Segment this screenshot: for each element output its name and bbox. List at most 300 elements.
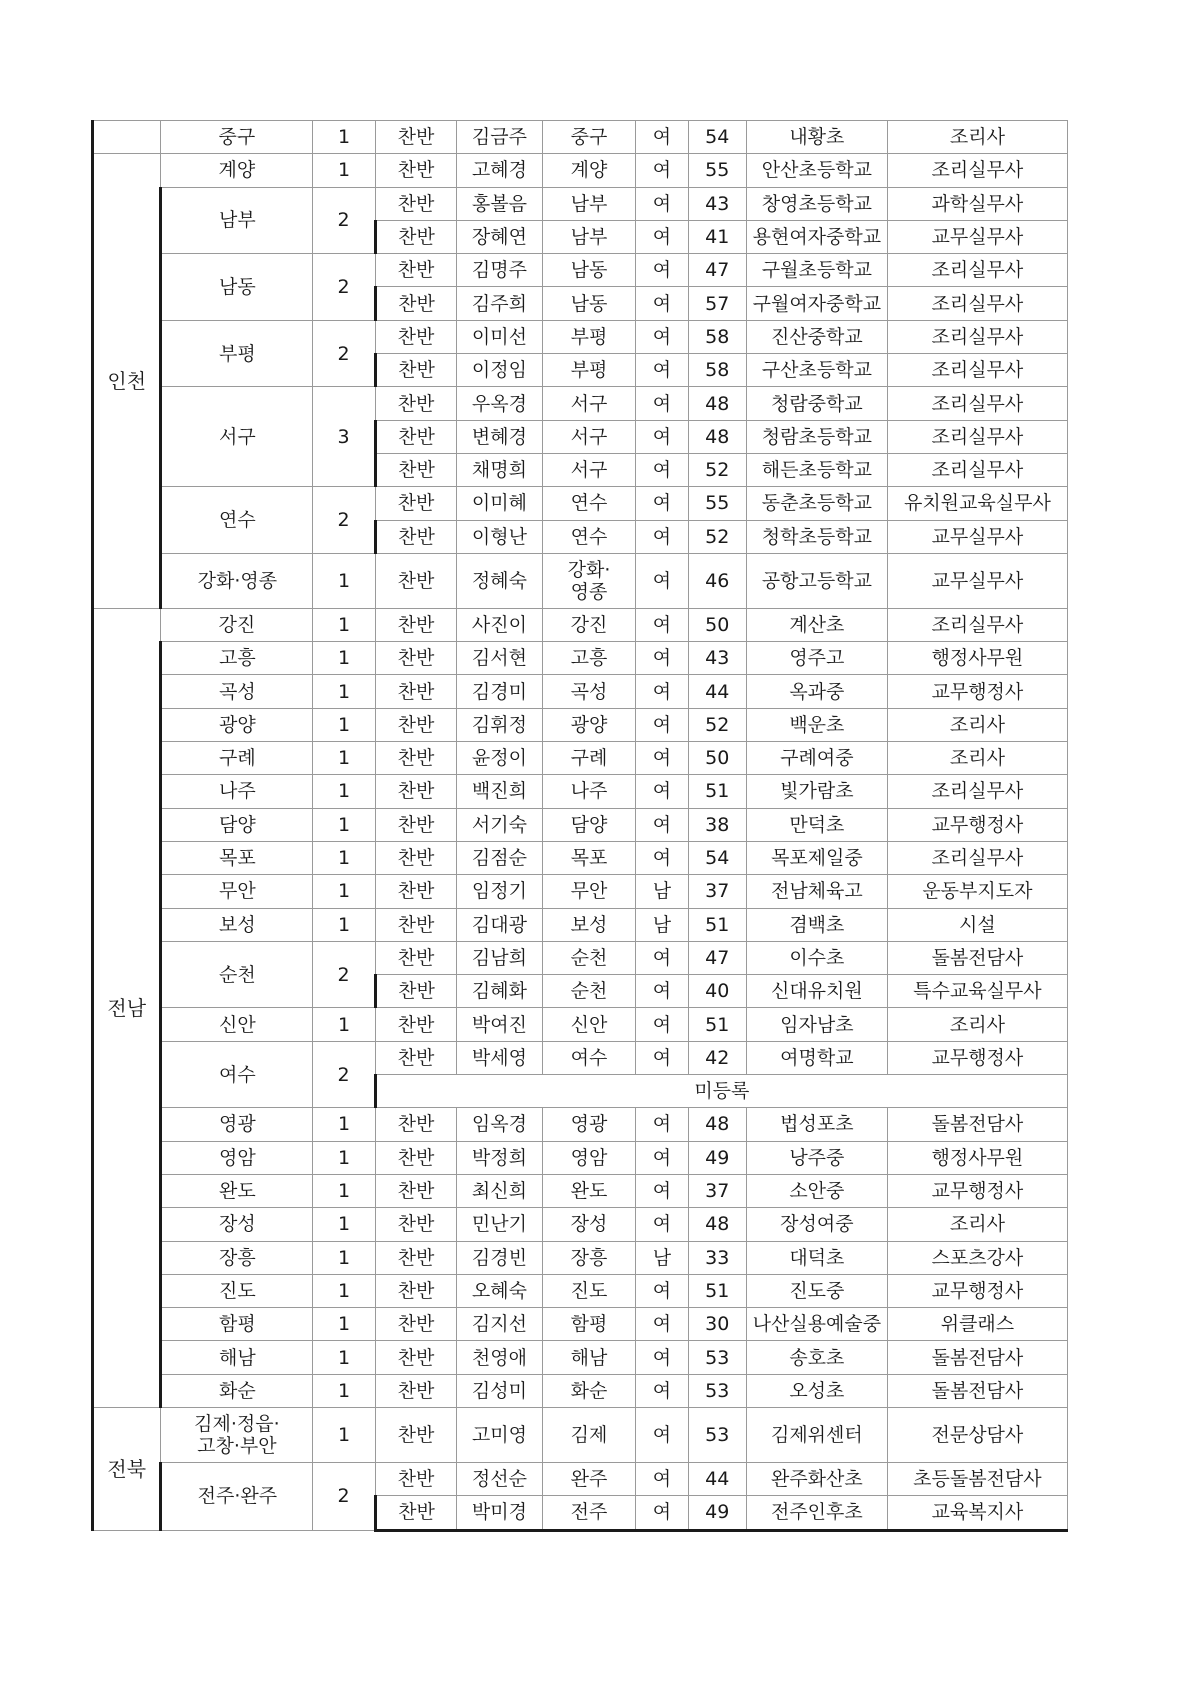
seat-count-cell: 2: [313, 1462, 375, 1530]
vote-type-cell: 찬반: [375, 608, 457, 641]
gender-cell: 여: [636, 1374, 688, 1407]
table-row: [93, 608, 1068, 641]
job-title-cell: 초등돌봄전담사: [887, 1462, 1067, 1495]
school-cell: 법성포초: [746, 1108, 887, 1141]
district-cell: 곡성: [161, 675, 313, 708]
seat-count-cell: 1: [313, 608, 375, 641]
seat-count-cell: 2: [313, 941, 375, 1008]
school-cell: 해든초등학교: [746, 453, 887, 486]
school-cell: 청람중학교: [746, 387, 887, 420]
seat-count-cell: 1: [313, 121, 375, 154]
vote-type-cell: 찬반: [375, 941, 457, 974]
district-cell: 담양: [161, 808, 313, 841]
age-cell: 48: [688, 1108, 746, 1141]
school-cell: 겸백초: [746, 908, 887, 941]
gender-cell: 여: [636, 520, 688, 553]
vote-type-cell: 찬반: [375, 1141, 457, 1174]
age-cell: 48: [688, 1208, 746, 1241]
table-row: [93, 841, 1068, 874]
age-cell: 52: [688, 520, 746, 553]
school-cell: 창영초등학교: [746, 187, 887, 220]
region-cell: 전남: [93, 608, 161, 1407]
district-cell: 김제·정읍· 고창·부안: [161, 1407, 313, 1462]
district-cell: 강화·영종: [161, 553, 313, 608]
region-cell: 전북: [93, 1407, 161, 1530]
age-cell: 51: [688, 775, 746, 808]
table-row: [93, 387, 1068, 420]
job-title-cell: 특수교육실무사: [887, 975, 1067, 1008]
gender-cell: 여: [636, 420, 688, 453]
school-cell: 안산초등학교: [746, 154, 887, 187]
affiliation-cell: 영광: [542, 1108, 636, 1141]
gender-cell: 여: [636, 1407, 688, 1462]
name-cell: 최신희: [457, 1174, 543, 1207]
affiliation-cell: 연수: [542, 520, 636, 553]
age-cell: 50: [688, 608, 746, 641]
vote-type-cell: 찬반: [375, 675, 457, 708]
vote-type-cell: 찬반: [375, 187, 457, 220]
affiliation-cell: 부평: [542, 354, 636, 387]
affiliation-cell: 진도: [542, 1274, 636, 1307]
age-cell: 51: [688, 1008, 746, 1041]
vote-type-cell: 찬반: [375, 1241, 457, 1274]
seat-count-cell: 1: [313, 1341, 375, 1374]
district-cell: 중구: [161, 121, 313, 154]
gender-cell: 여: [636, 1462, 688, 1495]
district-cell: 서구: [161, 387, 313, 487]
district-cell: 장흥: [161, 1241, 313, 1274]
seat-count-cell: 1: [313, 808, 375, 841]
gender-cell: 여: [636, 387, 688, 420]
age-cell: 44: [688, 1462, 746, 1495]
job-title-cell: 스포츠강사: [887, 1241, 1067, 1274]
name-cell: 이형난: [457, 520, 543, 553]
name-cell: 김금주: [457, 121, 543, 154]
seat-count-cell: 1: [313, 775, 375, 808]
affiliation-cell: 김제: [542, 1407, 636, 1462]
seat-count-cell: 1: [313, 675, 375, 708]
gender-cell: 여: [636, 608, 688, 641]
job-title-cell: 교무행정사: [887, 1174, 1067, 1207]
age-cell: 53: [688, 1341, 746, 1374]
vote-type-cell: 찬반: [375, 808, 457, 841]
seat-count-cell: 1: [313, 1407, 375, 1462]
table-row: [93, 187, 1068, 220]
name-cell: 민난기: [457, 1208, 543, 1241]
gender-cell: 여: [636, 121, 688, 154]
school-cell: 오성초: [746, 1374, 887, 1407]
affiliation-cell: 해남: [542, 1341, 636, 1374]
name-cell: 고미영: [457, 1407, 543, 1462]
table-row: [93, 1374, 1068, 1407]
affiliation-cell: 서구: [542, 387, 636, 420]
name-cell: 김경빈: [457, 1241, 543, 1274]
school-cell: 청람초등학교: [746, 420, 887, 453]
job-title-cell: 조리사: [887, 708, 1067, 741]
gender-cell: 여: [636, 841, 688, 874]
job-title-cell: 교무행정사: [887, 1041, 1067, 1074]
district-cell: 목포: [161, 841, 313, 874]
gender-cell: 남: [636, 875, 688, 908]
gender-cell: 여: [636, 1008, 688, 1041]
affiliation-cell: 순천: [542, 941, 636, 974]
district-cell: 연수: [161, 487, 313, 554]
affiliation-cell: 남동: [542, 254, 636, 287]
gender-cell: 여: [636, 487, 688, 520]
school-cell: 영주고: [746, 642, 887, 675]
name-cell: 고혜경: [457, 154, 543, 187]
vote-type-cell: 찬반: [375, 1041, 457, 1074]
affiliation-cell: 목포: [542, 841, 636, 874]
affiliation-cell: 여수: [542, 1041, 636, 1074]
age-cell: 55: [688, 487, 746, 520]
gender-cell: 여: [636, 675, 688, 708]
age-cell: 50: [688, 742, 746, 775]
gender-cell: 여: [636, 1108, 688, 1141]
table-row: [93, 320, 1068, 353]
district-cell: 진도: [161, 1274, 313, 1307]
job-title-cell: 교무실무사: [887, 220, 1067, 253]
age-cell: 54: [688, 841, 746, 874]
affiliation-cell: 완주: [542, 1462, 636, 1495]
seat-count-cell: 2: [313, 487, 375, 554]
district-cell: 부평: [161, 320, 313, 387]
gender-cell: 여: [636, 1496, 688, 1530]
job-title-cell: 조리사: [887, 121, 1067, 154]
age-cell: 58: [688, 354, 746, 387]
job-title-cell: 돌봄전담사: [887, 1341, 1067, 1374]
job-title-cell: 전문상담사: [887, 1407, 1067, 1462]
school-cell: 이수초: [746, 941, 887, 974]
table-row: [93, 941, 1068, 974]
gender-cell: 여: [636, 187, 688, 220]
affiliation-cell: 강화· 영종: [542, 553, 636, 608]
affiliation-cell: 서구: [542, 453, 636, 486]
school-cell: 여명학교: [746, 1041, 887, 1074]
affiliation-cell: 나주: [542, 775, 636, 808]
district-cell: 고흥: [161, 642, 313, 675]
gender-cell: 여: [636, 1208, 688, 1241]
seat-count-cell: 1: [313, 1008, 375, 1041]
district-cell: 광양: [161, 708, 313, 741]
affiliation-cell: 연수: [542, 487, 636, 520]
affiliation-cell: 함평: [542, 1308, 636, 1341]
seat-count-cell: 1: [313, 1241, 375, 1274]
affiliation-cell: 남부: [542, 187, 636, 220]
table-row: [93, 808, 1068, 841]
name-cell: 김남희: [457, 941, 543, 974]
table-row: [93, 553, 1068, 608]
name-cell: 김대광: [457, 908, 543, 941]
affiliation-cell: 전주: [542, 1496, 636, 1530]
age-cell: 57: [688, 287, 746, 320]
vote-type-cell: 찬반: [375, 220, 457, 253]
seat-count-cell: 1: [313, 708, 375, 741]
table-row: [93, 775, 1068, 808]
district-cell: 계양: [161, 154, 313, 187]
school-cell: 전주인후초: [746, 1496, 887, 1530]
name-cell: 김주희: [457, 287, 543, 320]
seat-count-cell: 1: [313, 875, 375, 908]
vote-type-cell: 찬반: [375, 553, 457, 608]
affiliation-cell: 계양: [542, 154, 636, 187]
name-cell: 장혜연: [457, 220, 543, 253]
affiliation-cell: 완도: [542, 1174, 636, 1207]
gender-cell: 여: [636, 220, 688, 253]
name-cell: 임옥경: [457, 1108, 543, 1141]
job-title-cell: 돌봄전담사: [887, 1108, 1067, 1141]
job-title-cell: 조리실무사: [887, 154, 1067, 187]
school-cell: 전남체육고: [746, 875, 887, 908]
name-cell: 김서현: [457, 642, 543, 675]
affiliation-cell: 무안: [542, 875, 636, 908]
affiliation-cell: 장흥: [542, 1241, 636, 1274]
job-title-cell: 시설: [887, 908, 1067, 941]
affiliation-cell: 신안: [542, 1008, 636, 1041]
gender-cell: 여: [636, 742, 688, 775]
school-cell: 구월초등학교: [746, 254, 887, 287]
district-cell: 나주: [161, 775, 313, 808]
age-cell: 53: [688, 1374, 746, 1407]
school-cell: 백운초: [746, 708, 887, 741]
district-cell: 전주·완주: [161, 1462, 313, 1530]
job-title-cell: 조리사: [887, 1208, 1067, 1241]
job-title-cell: 조리실무사: [887, 354, 1067, 387]
district-cell: 강진: [161, 608, 313, 641]
name-cell: 천영애: [457, 1341, 543, 1374]
job-title-cell: 교무실무사: [887, 553, 1067, 608]
age-cell: 37: [688, 1174, 746, 1207]
school-cell: 만덕초: [746, 808, 887, 841]
table-row: [93, 254, 1068, 287]
age-cell: 37: [688, 875, 746, 908]
vote-type-cell: 찬반: [375, 742, 457, 775]
school-cell: 구산초등학교: [746, 354, 887, 387]
school-cell: 신대유치원: [746, 975, 887, 1008]
affiliation-cell: 장성: [542, 1208, 636, 1241]
school-cell: 계산초: [746, 608, 887, 641]
seat-count-cell: 1: [313, 1141, 375, 1174]
vote-type-cell: 찬반: [375, 1308, 457, 1341]
job-title-cell: 조리사: [887, 742, 1067, 775]
vote-type-cell: 찬반: [375, 453, 457, 486]
name-cell: 김휘정: [457, 708, 543, 741]
table-row: [93, 1341, 1068, 1374]
name-cell: 김점순: [457, 841, 543, 874]
job-title-cell: 조리실무사: [887, 254, 1067, 287]
gender-cell: 여: [636, 808, 688, 841]
district-cell: 신안: [161, 1008, 313, 1041]
vote-type-cell: 찬반: [375, 1407, 457, 1462]
school-cell: 구례여중: [746, 742, 887, 775]
affiliation-cell: 서구: [542, 420, 636, 453]
job-title-cell: 과학실무사: [887, 187, 1067, 220]
gender-cell: 여: [636, 254, 688, 287]
school-cell: 내황초: [746, 121, 887, 154]
job-title-cell: 조리사: [887, 1008, 1067, 1041]
district-cell: 여수: [161, 1041, 313, 1108]
table-row: [93, 675, 1068, 708]
name-cell: 서기숙: [457, 808, 543, 841]
vote-type-cell: 찬반: [375, 875, 457, 908]
age-cell: 49: [688, 1496, 746, 1530]
gender-cell: 여: [636, 642, 688, 675]
vote-type-cell: 찬반: [375, 708, 457, 741]
district-cell: 완도: [161, 1174, 313, 1207]
affiliation-cell: 구례: [542, 742, 636, 775]
candidate-roster-table: [91, 120, 1068, 1532]
age-cell: 52: [688, 453, 746, 486]
seat-count-cell: 1: [313, 1308, 375, 1341]
vote-type-cell: 찬반: [375, 520, 457, 553]
job-title-cell: 유치원교육실무사: [887, 487, 1067, 520]
district-cell: 순천: [161, 941, 313, 1008]
table-row: [93, 642, 1068, 675]
age-cell: 52: [688, 708, 746, 741]
seat-count-cell: 1: [313, 1108, 375, 1141]
vote-type-cell: 찬반: [375, 354, 457, 387]
seat-count-cell: 2: [313, 187, 375, 254]
vote-type-cell: 찬반: [375, 1462, 457, 1495]
age-cell: 48: [688, 420, 746, 453]
age-cell: 43: [688, 187, 746, 220]
vote-type-cell: 찬반: [375, 1108, 457, 1141]
school-cell: 낭주중: [746, 1141, 887, 1174]
table-row: [93, 1241, 1068, 1274]
age-cell: 51: [688, 908, 746, 941]
gender-cell: 여: [636, 1141, 688, 1174]
school-cell: 청학초등학교: [746, 520, 887, 553]
name-cell: 채명희: [457, 453, 543, 486]
district-cell: 구례: [161, 742, 313, 775]
job-title-cell: 조리실무사: [887, 287, 1067, 320]
vote-type-cell: 찬반: [375, 841, 457, 874]
age-cell: 41: [688, 220, 746, 253]
vote-type-cell: 찬반: [375, 1496, 457, 1530]
gender-cell: 여: [636, 1341, 688, 1374]
school-cell: 공항고등학교: [746, 553, 887, 608]
gender-cell: 여: [636, 553, 688, 608]
vote-type-cell: 찬반: [375, 320, 457, 353]
seat-count-cell: 1: [313, 742, 375, 775]
table-row: [93, 1274, 1068, 1307]
gender-cell: 여: [636, 975, 688, 1008]
table-row: [93, 1208, 1068, 1241]
gender-cell: 여: [636, 320, 688, 353]
affiliation-cell: 곡성: [542, 675, 636, 708]
job-title-cell: 교무행정사: [887, 1274, 1067, 1307]
table-row: [93, 875, 1068, 908]
vote-type-cell: 찬반: [375, 1274, 457, 1307]
job-title-cell: 교무행정사: [887, 675, 1067, 708]
district-cell: 영암: [161, 1141, 313, 1174]
school-cell: 목포제일중: [746, 841, 887, 874]
name-cell: 임정기: [457, 875, 543, 908]
table-row: [93, 1462, 1068, 1495]
table-row: [93, 1041, 1068, 1074]
vote-type-cell: 찬반: [375, 1341, 457, 1374]
district-cell: 함평: [161, 1308, 313, 1341]
affiliation-cell: 영암: [542, 1141, 636, 1174]
district-cell: 해남: [161, 1341, 313, 1374]
table-row: [93, 121, 1068, 154]
unregistered-cell: 미등록: [375, 1075, 1067, 1108]
job-title-cell: 조리실무사: [887, 453, 1067, 486]
school-cell: 구월여자중학교: [746, 287, 887, 320]
job-title-cell: 교무행정사: [887, 808, 1067, 841]
name-cell: 정혜숙: [457, 553, 543, 608]
seat-count-cell: 1: [313, 642, 375, 675]
job-title-cell: 교무실무사: [887, 520, 1067, 553]
name-cell: 이미선: [457, 320, 543, 353]
district-cell: 영광: [161, 1108, 313, 1141]
school-cell: 옥과중: [746, 675, 887, 708]
age-cell: 38: [688, 808, 746, 841]
school-cell: 진산중학교: [746, 320, 887, 353]
roster-body: [93, 121, 1068, 1531]
vote-type-cell: 찬반: [375, 254, 457, 287]
vote-type-cell: 찬반: [375, 908, 457, 941]
vote-type-cell: 찬반: [375, 121, 457, 154]
name-cell: 박정희: [457, 1141, 543, 1174]
school-cell: 진도중: [746, 1274, 887, 1307]
name-cell: 홍볼음: [457, 187, 543, 220]
table-row: [93, 1407, 1068, 1462]
name-cell: 윤정이: [457, 742, 543, 775]
name-cell: 박미경: [457, 1496, 543, 1530]
affiliation-cell: 남부: [542, 220, 636, 253]
age-cell: 51: [688, 1274, 746, 1307]
age-cell: 47: [688, 254, 746, 287]
school-cell: 임자남초: [746, 1008, 887, 1041]
job-title-cell: 운동부지도자: [887, 875, 1067, 908]
name-cell: 우옥경: [457, 387, 543, 420]
name-cell: 오혜숙: [457, 1274, 543, 1307]
school-cell: 대덕초: [746, 1241, 887, 1274]
school-cell: 소안중: [746, 1174, 887, 1207]
gender-cell: 남: [636, 1241, 688, 1274]
gender-cell: 여: [636, 154, 688, 187]
name-cell: 이정임: [457, 354, 543, 387]
job-title-cell: 돌봄전담사: [887, 1374, 1067, 1407]
table-row: [93, 908, 1068, 941]
job-title-cell: 행정사무원: [887, 1141, 1067, 1174]
vote-type-cell: 찬반: [375, 387, 457, 420]
name-cell: 변혜경: [457, 420, 543, 453]
gender-cell: 여: [636, 354, 688, 387]
job-title-cell: 조리실무사: [887, 775, 1067, 808]
affiliation-cell: 강진: [542, 608, 636, 641]
age-cell: 44: [688, 675, 746, 708]
seat-count-cell: 1: [313, 841, 375, 874]
table-row: [93, 154, 1068, 187]
vote-type-cell: 찬반: [375, 1208, 457, 1241]
affiliation-cell: 화순: [542, 1374, 636, 1407]
vote-type-cell: 찬반: [375, 154, 457, 187]
gender-cell: 여: [636, 1041, 688, 1074]
job-title-cell: 조리실무사: [887, 608, 1067, 641]
job-title-cell: 돌봄전담사: [887, 941, 1067, 974]
vote-type-cell: 찬반: [375, 287, 457, 320]
age-cell: 53: [688, 1407, 746, 1462]
seat-count-cell: 1: [313, 553, 375, 608]
table-row: [93, 1008, 1068, 1041]
job-title-cell: 행정사무원: [887, 642, 1067, 675]
seat-count-cell: 1: [313, 1374, 375, 1407]
age-cell: 40: [688, 975, 746, 1008]
name-cell: 김혜화: [457, 975, 543, 1008]
job-title-cell: 조리실무사: [887, 387, 1067, 420]
